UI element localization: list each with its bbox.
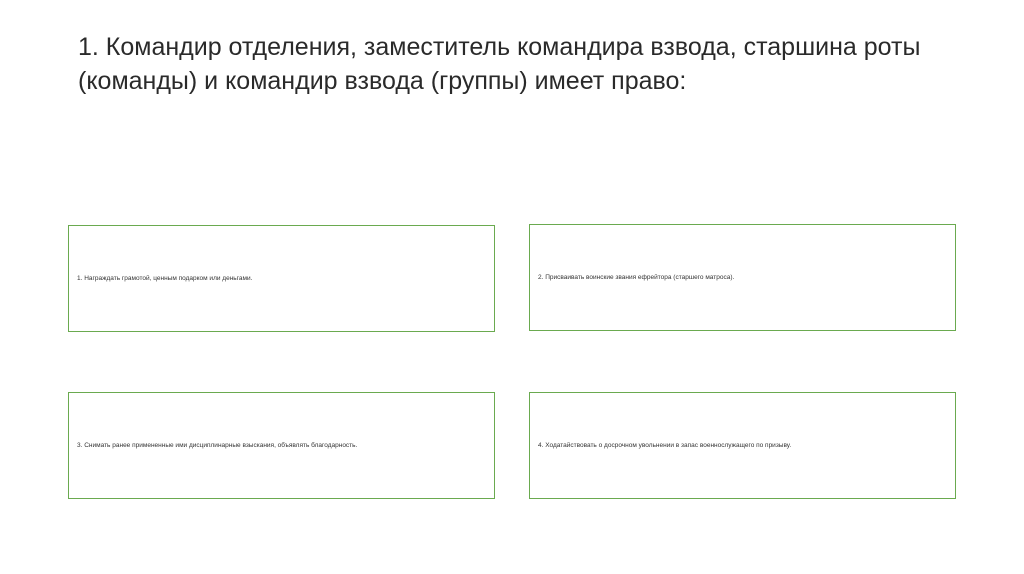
right-item-box-4 (529, 392, 956, 499)
right-item-box-3 (68, 392, 495, 499)
right-item-box-2 (529, 224, 956, 331)
right-item-box-1 (68, 225, 495, 332)
right-item-text: 2. Присваивать воинские звания ефрейтора (старшего матроса). (538, 274, 735, 281)
slide-title: 1. Командир отделения, заместитель командира взвода, старшина роты (команды) и командир взвода (группы) имеет право: (78, 33, 921, 95)
right-item-text: 3. Снимать ранее примененные ими дисциплинарные взыскания, объявлять благодарность. (77, 442, 358, 449)
right-item-text: 4. Ходатайствовать о досрочном увольнении в запас военнослужащего по призыву. (538, 442, 792, 449)
right-item-text: 1. Награждать грамотой, ценным подарком или деньгами. (77, 275, 253, 282)
